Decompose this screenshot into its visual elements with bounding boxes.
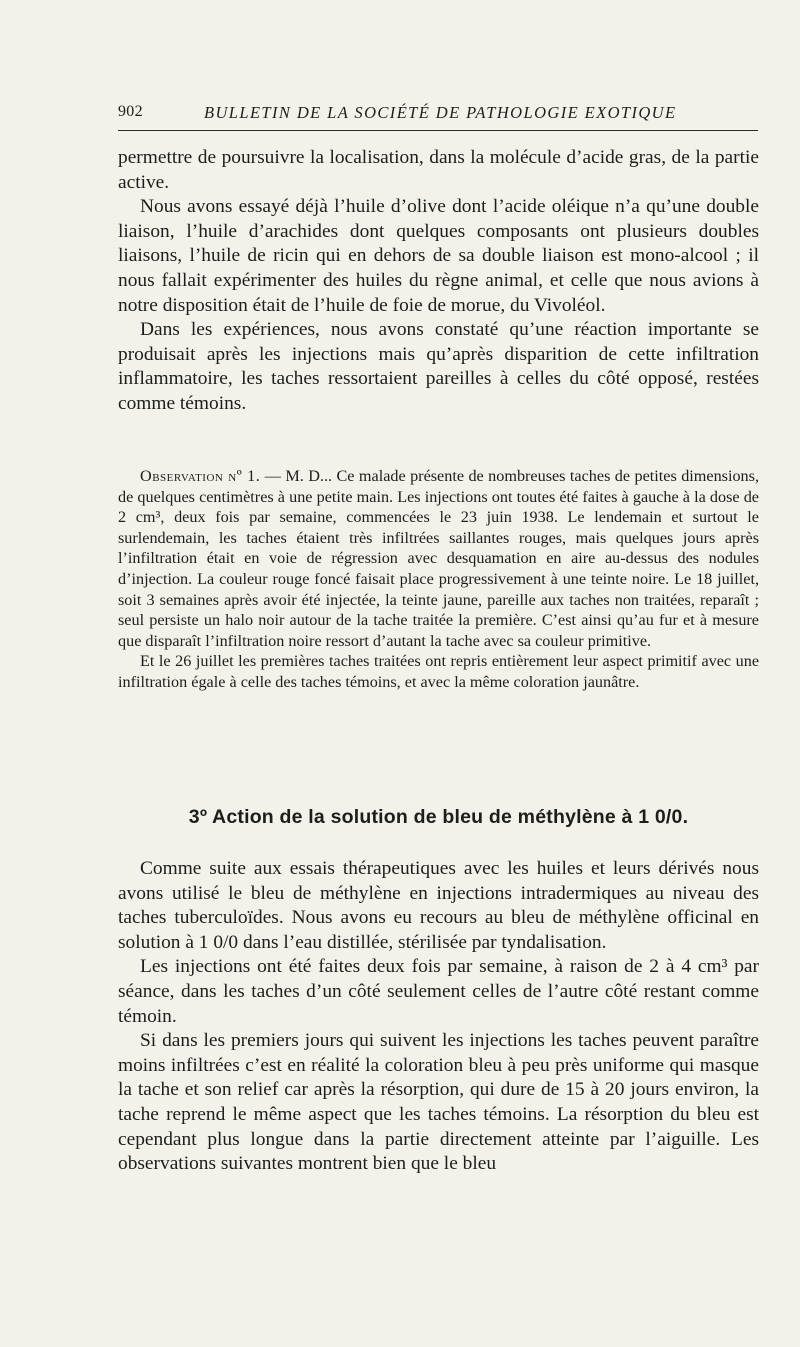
section-heading: 3º Action de la solution de bleu de méthylène à 1 0/0.: [188, 806, 689, 828]
observation-label: Observation nº 1.: [140, 467, 261, 485]
paragraph: Nous avons essayé déjà l’huile d’olive dont l’acide oléique n’a qu’une double liaison, l’huile d’arachides dont quelques composants ont plusieurs doubles liaisons, l’huile de ricin qui en dehors de sa double liaison est mono-alcool ; il nous fallait expérimenter des huiles du règne animal, et celle que nous avions à notre disposition était de l’huile de foie de morue, du Vivoléol.: [118, 196, 759, 316]
running-title: BULLETIN DE LA SOCIÉTÉ DE PATHOLOGIE EXOTIQUE: [204, 103, 677, 122]
page-header: [118, 103, 758, 127]
paragraph: Dans les expériences, nous avons constaté qu’une réaction importante se produisait après les injections mais qu’après disparition de cette infiltration inflammatoire, les taches ressortaient pareilles à celles du côté opposé, restées comme témoins.: [118, 319, 759, 414]
paragraph: Les injections ont été faites deux fois par semaine, à raison de 2 à 4 cm³ par séance, dans les taches d’un côté seulement celles de l’autre côté restant comme témoin.: [118, 956, 759, 1027]
section-text-block: [118, 857, 759, 1177]
paragraph: permettre de poursuivre la localisation, dans la molécule d’acide gras, de la partie active.: [118, 147, 759, 193]
observation-block: [118, 466, 759, 693]
paragraph: Comme suite aux essais thérapeutiques avec les huiles et leurs dérivés nous avons utilisé le bleu de méthylène en injections intradermiques au niveau des taches tuberculoïdes. Nous avons eu recours au bleu de méthylène officinal en solution à 1 0/0 dans l’eau distillée, stérilisée par tyndalisation.: [118, 858, 759, 953]
header-rule: [118, 130, 758, 131]
page-number: 902: [118, 103, 143, 120]
intro-text-block: [118, 146, 759, 417]
paragraph: Si dans les premiers jours qui suivent les injections les taches peuvent paraître moins infiltrées c’est en réalité la coloration bleu à peu près uniforme qui masque la tache et son relief car après la résorption, qui dure de 15 à 20 jours environ, la tache reprend le même aspect que les taches témoins. La résorption du bleu est cependant plus longue dans la partie directement atteinte par l’aiguille. Les observations suivantes montrent bien que le bleu: [118, 1030, 759, 1175]
observation-paragraph: [118, 466, 759, 651]
observation-text: — M. D... Ce malade présente de nombreuses taches de petites dimensions, de quelques centimètres à une petite main. Les injections ont toutes été faites à gauche à la dose de 2 cm³, deux fois par semaine, commencées le 23 juin 1938. Le lendemain et surtout le surlendemain, les taches étaient très infiltrées saillantes rouges, mais quelques jours après l’infiltration était en voie de régression avec desquamation en aire au-dessus des nodules d’injection. La couleur rouge foncé faisait place progressivement à une teinte noire. Le 18 juillet, soit 3 semaines après avoir été injectée, la teinte jaune, pareille aux taches non traitées, reparaît ; seul persiste un halo noir autour de la tache traitée la première. C’est ainsi qu’au fur et à mesure que disparaît l’infiltration noire ressort d’autant la tache avec sa couleur primitive.: [118, 467, 759, 650]
observation-followup: Et le 26 juillet les premières taches traitées ont repris entièrement leur aspect primitif avec une infiltration égale à celle des taches témoins, et avec la même coloration jaunâtre.: [118, 652, 759, 691]
